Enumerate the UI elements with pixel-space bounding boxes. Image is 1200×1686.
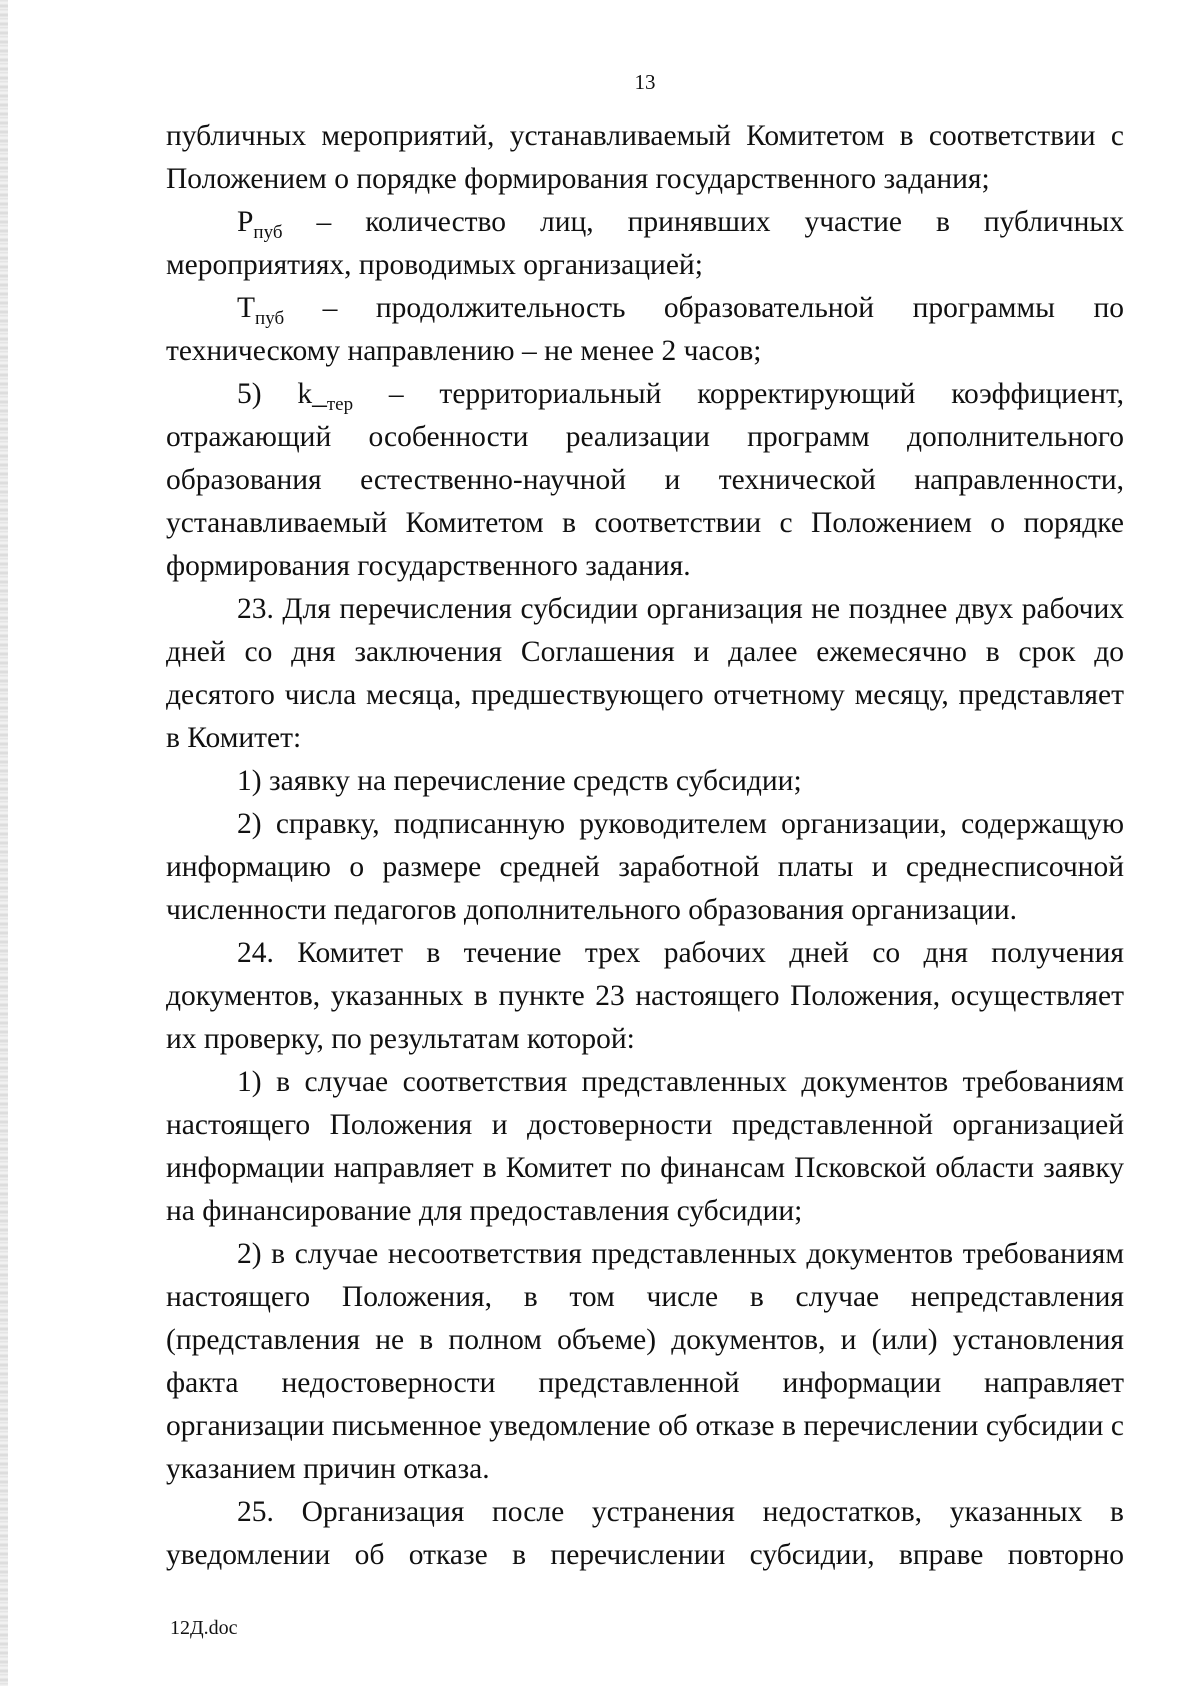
paragraph-t-pub-definition (166, 287, 1124, 373)
paragraph-25 (166, 1491, 1124, 1577)
paragraph-24-item-1 (166, 1061, 1124, 1233)
file-name-footer: 12Д.doc (170, 1617, 238, 1639)
paragraph-text: 2) справку, подписанную руководителем организации, содержащую информацию о размере средней заработной платы и среднесписочной численности педагогов дополнительного образования организации. (166, 808, 1124, 926)
symbol-subscript: пуб (255, 307, 285, 329)
paragraph-text: 1) заявку на перечисление средств субсидии; (237, 765, 802, 797)
paragraph-text: публичных мероприятий, устанавливаемый Комитетом в соответствии с Положением о порядке формирования государственного задания; (166, 120, 1124, 195)
paragraph-23-item-1 (166, 760, 1124, 803)
paragraph-23-item-2 (166, 803, 1124, 932)
paragraph-text: 2) в случае несоответствия представленных документов требованиям настоящего Положения, в том числе в случае непредставления (представления не в полном объеме) документов, и (или) установления факта недостоверности представленной информации направляет организации письменное уведомление об отказе в перечислении субсидии с указанием причин отказа. (166, 1238, 1124, 1485)
symbol-subscript: пуб (253, 221, 283, 243)
paragraph-continuation (166, 115, 1124, 201)
paragraph-text: – продолжительность образовательной программы по техническому направлению – не менее 2 часов; (166, 292, 1124, 367)
symbol-subscript: тер (326, 393, 354, 415)
page-number: 13 (634, 70, 656, 94)
paragraph-24-item-2 (166, 1233, 1124, 1491)
symbol: Т (237, 292, 256, 324)
paragraph-text: 24. Комитет в течение трех рабочих дней со дня получения документов, указанных в пункте 23 настоящего Положения, осуществляет их проверку, по результатам которой: (166, 937, 1124, 1055)
paragraph-p-pub-definition (166, 201, 1124, 287)
symbol: Р (237, 206, 254, 238)
paragraph-text: – количество лиц, принявших участие в публичных мероприятиях, проводимых организацией; (166, 206, 1124, 281)
scan-edge (0, 0, 8, 1686)
document-body (166, 115, 1124, 1577)
paragraph-24 (166, 932, 1124, 1061)
paragraph-text: 25. Организация после устранения недостатков, указанных в уведомлении об отказе в перечислении субсидии, вправе повторно (166, 1496, 1124, 1571)
symbol: 5) k_ (237, 378, 327, 410)
paragraph-text: 1) в случае соответствия представленных документов требованиям настоящего Положения и достоверности представленной организацией информации направляет в Комитет по финансам Псковской области заявку на финансирование для предоставления субсидии; (166, 1066, 1124, 1227)
paragraph-text: – территориальный корректирующий коэффициент, отражающий особенности реализации программ дополнительного образования естественно-научной и технической направленности, устанавливаемый Комитетом в соответствии с Положением о порядке формирования государственного задания. (166, 378, 1124, 582)
paragraph-text: 23. Для перечисления субсидии организация не позднее двух рабочих дней со дня заключения Соглашения и далее ежемесячно в срок до десятого числа месяца, предшествующего отчетному месяцу, представляет в Комитет: (166, 593, 1124, 754)
paragraph-23 (166, 588, 1124, 760)
paragraph-k-ter-definition (166, 373, 1124, 588)
